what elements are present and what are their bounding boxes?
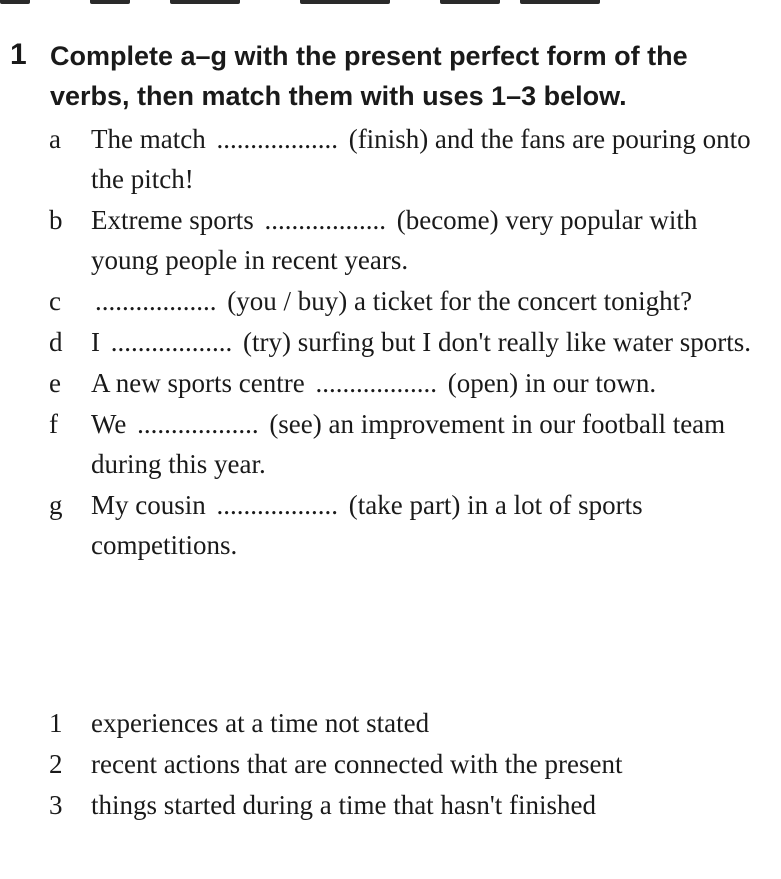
item-letter: f [49,409,58,439]
sentence-item [0,200,781,280]
item-text-after: (become) very popular with young people in recent years. [91,205,698,275]
exercise-number: 1 [10,38,27,71]
item-text-after: (open) in our town. [447,368,657,398]
sentence-item [0,322,781,362]
answer-blank[interactable]: .................. [110,327,233,357]
item-text-before: I [91,327,100,357]
cropped-heading-strip [0,0,781,10]
use-item [0,785,781,825]
item-text-after: (try) surfing but I don't really like water sports. [243,327,751,357]
uses-list [0,703,781,826]
item-text-after: (finish) and the fans are pouring onto the pitch! [91,124,751,194]
exercise-instruction: Complete a–g with the present perfect form of the verbs, then match them with uses 1–3 below. [50,41,688,111]
item-letter: e [49,368,61,398]
use-number: 3 [49,790,63,820]
item-text-before: Extreme sports [91,205,254,235]
sentence-list [0,119,781,566]
item-text-before: A new sports centre [91,368,305,398]
sentence-item [0,281,781,321]
use-text: experiences at a time not stated [91,708,430,738]
use-number: 2 [49,749,63,779]
answer-blank[interactable]: .................. [137,409,259,439]
item-text-after: (see) an improvement in our football team during this year. [91,409,726,479]
sentence-item [0,119,781,199]
answer-blank[interactable]: .................. [264,205,386,235]
item-letter: g [49,490,63,520]
item-letter: b [49,205,63,235]
sentence-item [0,404,781,484]
sentence-item [0,485,781,565]
sentence-item [0,363,781,403]
answer-blank[interactable]: .................. [216,490,338,520]
item-text-before: The match [91,124,206,154]
use-item [0,703,781,743]
use-number: 1 [49,708,63,738]
use-text: recent actions that are connected with the present [91,749,623,779]
item-text-after: (you / buy) a ticket for the concert tonight? [227,286,693,316]
answer-blank[interactable]: .................. [216,124,338,154]
answer-blank[interactable]: .................. [315,368,437,398]
item-text-before: My cousin [91,490,206,520]
item-letter: d [49,327,63,357]
item-letter: a [49,124,61,154]
use-item [0,744,781,784]
answer-blank[interactable]: .................. [95,286,217,316]
item-letter: c [49,286,61,316]
item-text-before: We [91,409,127,439]
use-text: things started during a time that hasn't finished [91,790,597,820]
item-text-after: (take part) in a lot of sports competitions. [91,490,643,560]
